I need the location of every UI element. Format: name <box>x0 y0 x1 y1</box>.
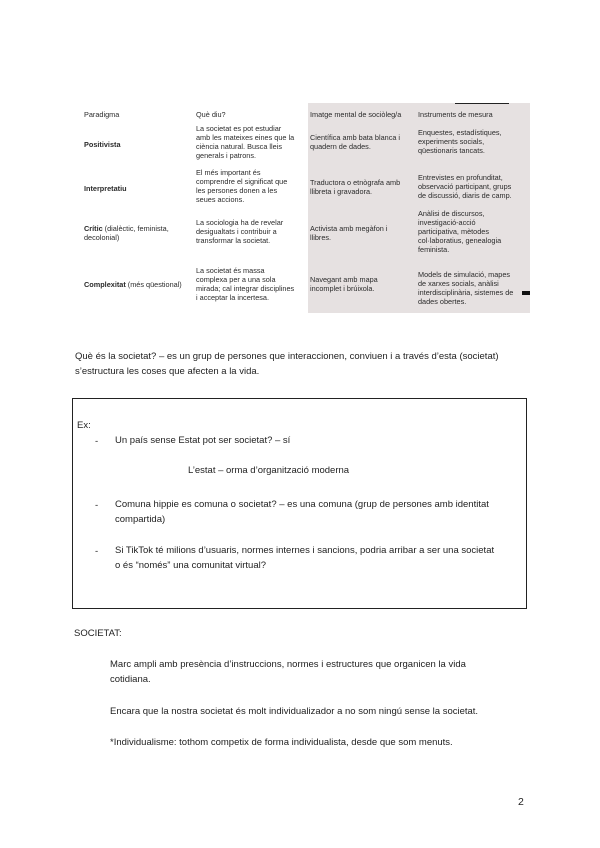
example-question-2: Comuna hippie es comuna o societat? – es una comuna (grup de persones amb identitat compartida) <box>115 499 489 525</box>
row-paradigm: Interpretatiu <box>84 184 127 193</box>
row-paradigm-note: (més qüestional) <box>125 280 182 289</box>
page-number: 2 <box>518 796 524 808</box>
header-imatge-mental: Imatge mental de sociòleg/a <box>310 110 402 119</box>
row-paradigm: Crític <box>84 224 103 233</box>
row-paradigm-note: (dialèctic, feminista, <box>102 224 169 233</box>
bullet-dash: - <box>95 436 99 447</box>
row-tools: Models de simulació, mapes de xarxes socials, anàlisi interdisciplinària, sistemes de dades obertes. <box>418 270 514 306</box>
paradigm-table <box>80 103 530 313</box>
row-tools: Enquestes, estadístiques, experiments socials, qüestionaris tancats. <box>418 128 502 155</box>
table-top-mark <box>455 103 509 104</box>
row-image: Traductora o etnògrafa amb llibreta i gravadora. <box>310 178 401 196</box>
header-que-diu: Què diu? <box>196 110 226 119</box>
row-image: Científica amb bata blanca i quadern de dades. <box>310 133 401 151</box>
bullet-dash: - <box>95 500 99 511</box>
header-paradigma: Paradigma <box>84 110 120 119</box>
example-box <box>72 398 527 609</box>
row-paradigm-cell <box>84 224 169 242</box>
row-image: Activista amb megàfon i llibres. <box>310 224 388 242</box>
intro-paragraph <box>75 349 545 379</box>
row-image: Navegant amb mapa incomplet i brúixola. <box>310 275 378 293</box>
header-instruments: Instruments de mesura <box>418 110 493 119</box>
row-tools: Anàlisi de discursos, investigació-acció participativa, mètodes col·laboratius, genealogia feminista. <box>418 209 502 254</box>
row-paradigm-cell <box>84 280 182 289</box>
row-paradigm-note2: decolonial) <box>84 233 120 242</box>
example-label: Ex: <box>77 420 91 431</box>
row-what: El més important és comprendre el significat que les persones donen a les seues accions. <box>196 168 288 204</box>
bullet-dash: - <box>95 546 99 557</box>
row-paradigm: Positivista <box>84 140 121 149</box>
row-paradigm: Complexitat <box>84 280 126 289</box>
example-question-1-sub: L’estat – orma d’organització moderna <box>188 465 350 476</box>
societat-heading: SOCIETAT: <box>74 628 122 639</box>
intro-line-1: Què és la societat? – es un grup de persones que interaccionen, conviuen i a través d’esta (societat) <box>75 351 499 362</box>
row-what: La sociologia ha de revelar desigualtats i contribuir a transformar la societat. <box>196 218 284 245</box>
example-question-1: Un país sense Estat pot ser societat? – sí <box>115 435 291 446</box>
societat-paragraph-1: Marc ampli amb presència d’instruccions, normes i estructures que organicen la vida cotidiana. <box>110 659 466 685</box>
societat-paragraph-3: *Individualisme: tothom competix de forma individualista, desde que som menuts. <box>110 737 453 748</box>
row-tools: Entrevistes en profunditat, observació participant, grups de discussió, diaris de camp. <box>418 173 512 200</box>
row-what: La societat és massa complexa per a una sola mirada; cal integrar disciplines i acceptar la incertesa. <box>196 266 295 302</box>
row-what: La societat es pot estudiar amb les mateixes eines que la ciència natural. Busca lleis generals i patrons. <box>196 124 295 160</box>
societat-paragraph-2: Encara que la nostra societat és molt individualizador a no som ningú sense la societat. <box>110 706 479 717</box>
intro-line-2: s’estructura les coses que afecten a la vida. <box>75 366 260 377</box>
example-question-3: Si TikTok té milions d’usuaris, normes internes i sancions, podria arribar a ser una societat o és “només” una comunitat virtual? <box>115 545 495 571</box>
black-marker <box>522 291 530 295</box>
